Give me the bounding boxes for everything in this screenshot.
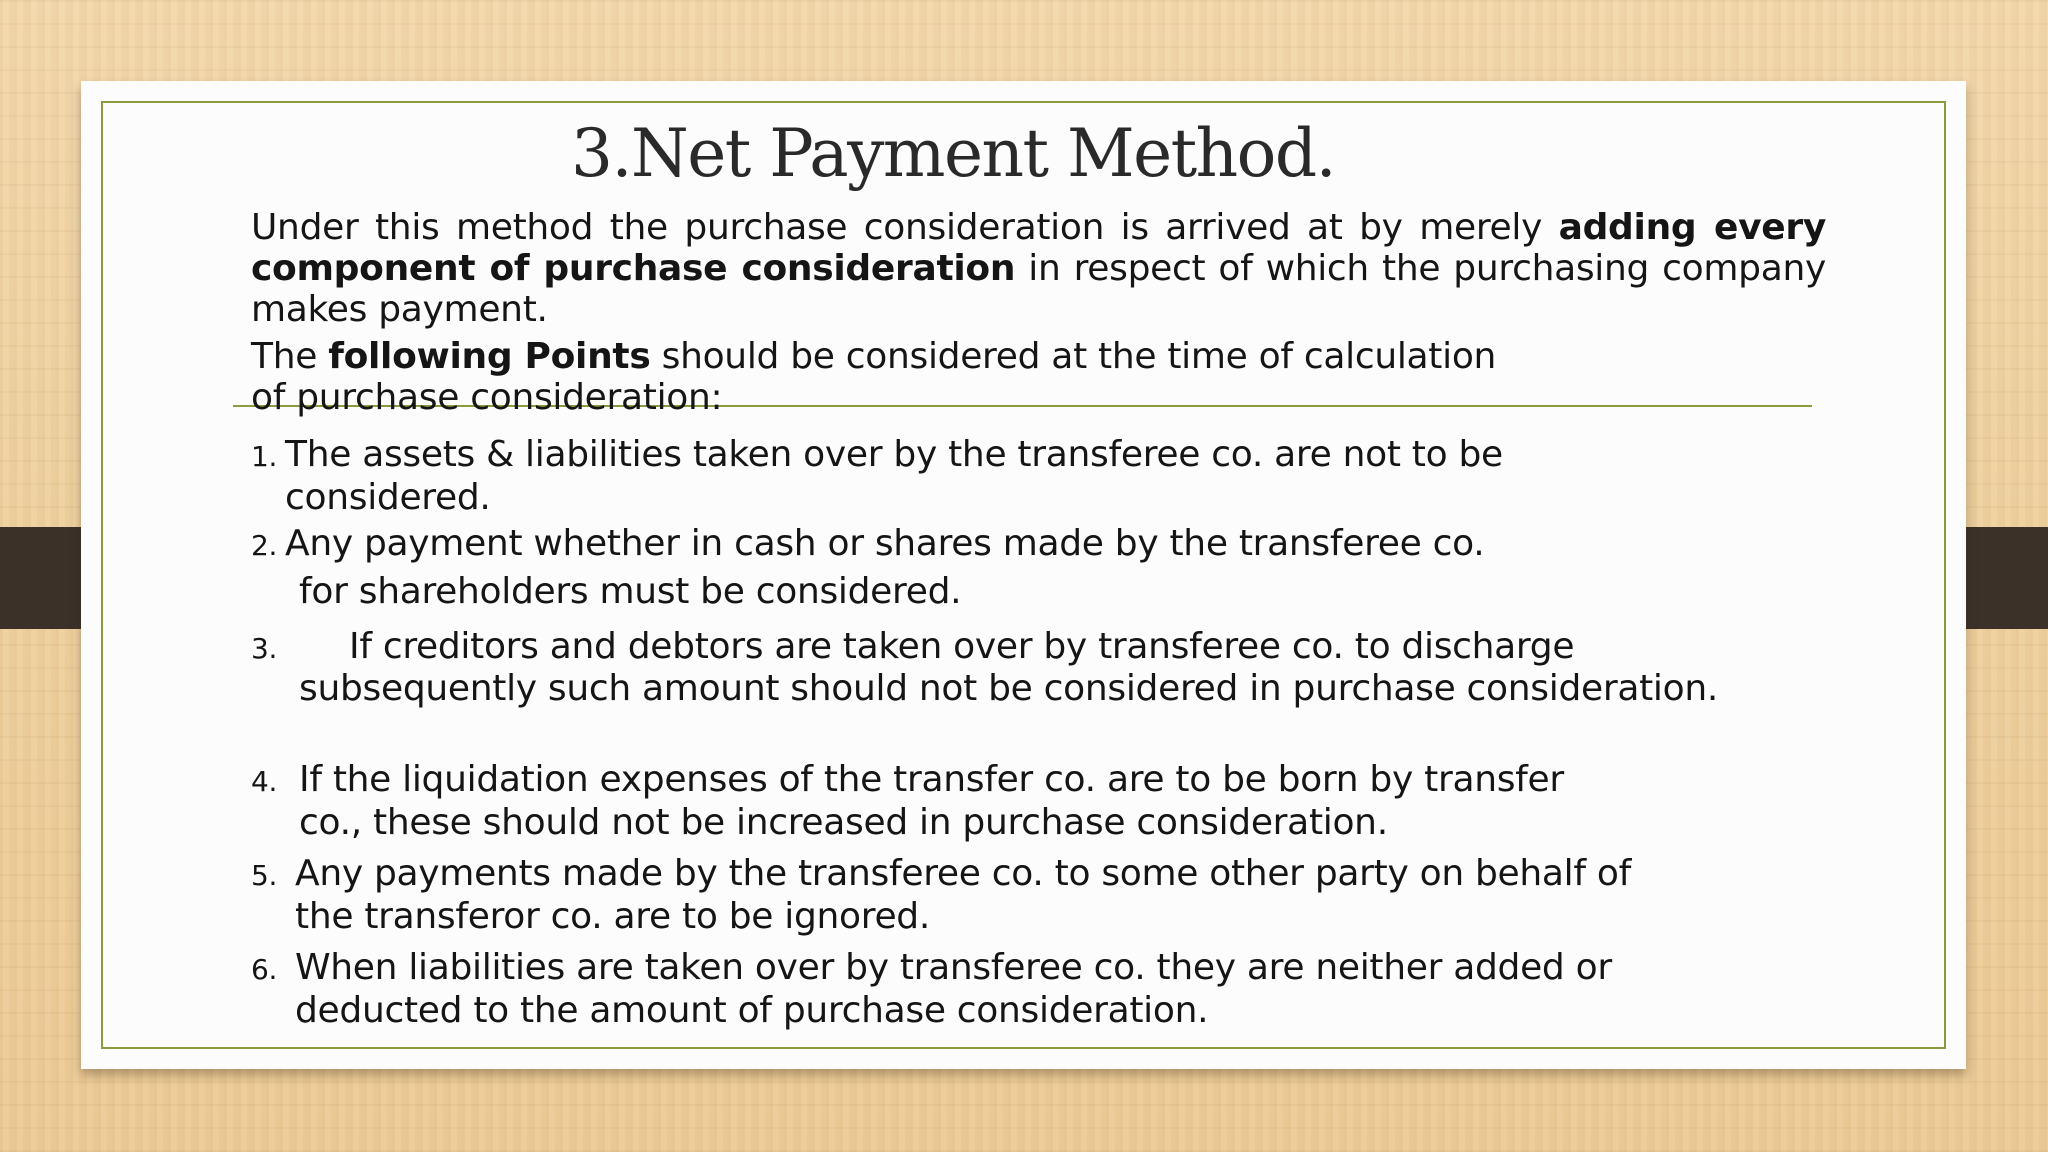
point-number: 1. bbox=[251, 440, 278, 473]
point-text-line1: If creditors and debtors are taken over by transferee co. to discharge bbox=[349, 626, 1575, 667]
point-3 bbox=[251, 626, 1826, 709]
point-text-line2: subsequently such amount should not be considered in purchase consideration. bbox=[299, 668, 1719, 709]
point-number: 6. bbox=[251, 953, 278, 986]
slide-card bbox=[81, 81, 1966, 1069]
point-text-line2: the transferor co. are to be ignored. bbox=[295, 896, 930, 937]
point-6 bbox=[251, 947, 1826, 1031]
point-4 bbox=[251, 759, 1826, 843]
intro-bold-phrase: adding every component of purchase consideration bbox=[251, 207, 1826, 289]
points-intro-bold: following Points bbox=[328, 336, 651, 377]
points-intro-start: The bbox=[251, 336, 329, 377]
point-number: 3. bbox=[251, 632, 278, 665]
point-text-line2: co., these should not be increased in purchase consideration. bbox=[299, 802, 1388, 843]
intro-text-start: Under this method the purchase consideration is arrived at by merely bbox=[251, 207, 1559, 248]
points-intro-end: should be considered at the time of calculation bbox=[650, 336, 1497, 377]
point-1 bbox=[251, 434, 1826, 518]
point-5 bbox=[251, 853, 1826, 937]
point-number: 4. bbox=[251, 765, 278, 798]
point-2 bbox=[251, 523, 1826, 612]
point-number: 5. bbox=[251, 859, 278, 892]
point-text-line2: deducted to the amount of purchase consideration. bbox=[295, 990, 1209, 1031]
point-text-line1: The assets & liabilities taken over by the transferee co. are not to be bbox=[285, 434, 1503, 475]
point-text-line2: for shareholders must be considered. bbox=[299, 571, 962, 612]
point-text-line1: Any payments made by the transferee co. to some other party on behalf of bbox=[295, 853, 1631, 894]
point-number: 2. bbox=[251, 529, 278, 562]
point-text-line1: If the liquidation expenses of the transfer co. are to be born by transfer bbox=[299, 759, 1564, 800]
intro-text-end: in respect of which the purchasing company makes payment. bbox=[251, 248, 1826, 330]
point-text-line2: considered. bbox=[285, 477, 491, 518]
point-text-line1: When liabilities are taken over by transferee co. they are neither added or bbox=[295, 947, 1612, 988]
point-text-line1: Any payment whether in cash or shares made by the transferee co. bbox=[285, 523, 1485, 564]
intro-paragraph bbox=[251, 207, 1826, 330]
slide-title: 3.Net Payment Method. bbox=[571, 115, 1336, 192]
points-intro-line2: of purchase consideration: bbox=[251, 377, 723, 418]
points-intro-paragraph bbox=[251, 336, 1826, 418]
